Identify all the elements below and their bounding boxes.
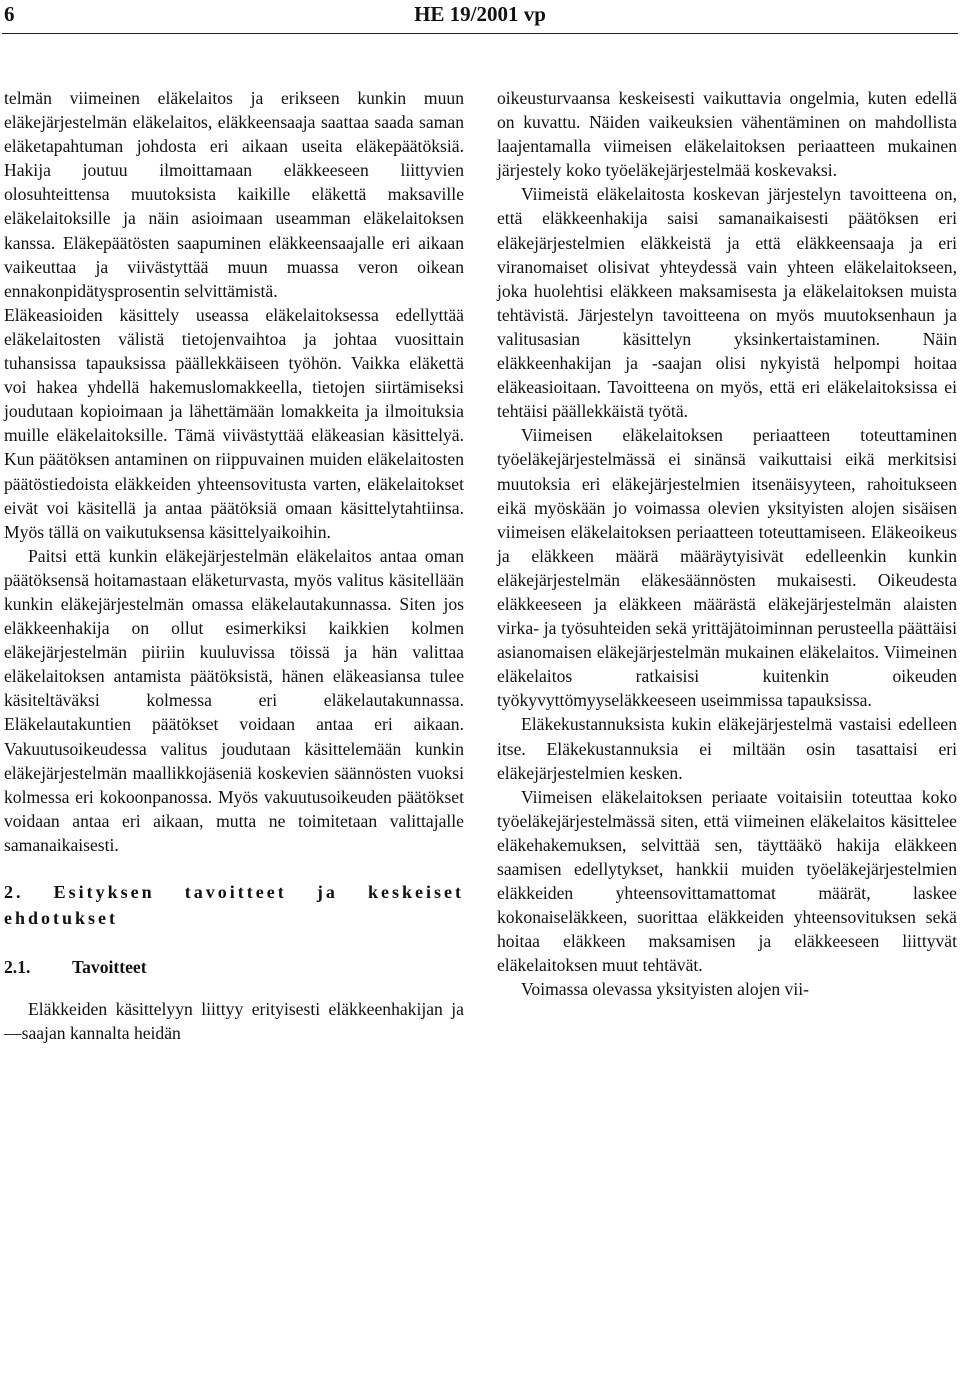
subsection-number: 2.1.	[4, 957, 31, 977]
paragraph: Eläkeasioiden käsittely useassa eläkelaitoksessa edellyttää eläkelaitosten välistä tietojenvaihtoa ja johtaa vuosittain tuhansissa tapauksissa päällekkäiseen työhön. Vaikka eläkettä voi hakea yhdellä hakemuslomakkeella, tietojen siirtämiseksi joudutaan kopioimaan ja lähettämään lomakkeita ja ilmoituksia muille eläkelaitoksille. Tämä viivästyttää eläkeasian käsittelyä. Kun päätöksen antaminen on riippuvainen muiden eläkelaitosten päätöstiedoista eläkkeiden yhteensovitusta varten, eläkelaitokset eivät voi käsitellä ja antaa päätöksiä omaan käsittelytahtiinsa. Myös tällä on vaikutuksensa käsittelyaikoihin.	[4, 304, 464, 542]
left-column	[4, 86, 464, 1045]
paragraph: oikeusturvaansa keskeisesti vaikuttavia ongelmia, kuten edellä on kuvattu. Näiden vaikeuksien vähentäminen on mahdollista laajentamalla viimeisen eläkelaitoksen periaatteen mukainen järjestely koko työeläkejärjestelmää koskevaksi.	[497, 88, 957, 181]
subsection-heading	[4, 955, 464, 979]
header-rule	[2, 33, 958, 34]
document-id: HE 19/2001 vp	[414, 2, 546, 26]
page-header	[0, 0, 960, 34]
paragraph: Paitsi että kunkin eläkejärjestelmän eläkelaitos antaa oman päätöksensä hoitamastaan eläketurvasta, myös valitus käsitellään kunkin eläkejärjestelmän omassa eläkelautakunnassa. Siten jos eläkkeenhakija on ollut esimerkiksi kaikkien kolmen eläkejärjestelmän piiriin kuuluvissa töissä ja hän valittaa eläkelaitoksen antamista päätöksistä, hänen eläkeasiansa tulee käsiteltäväksi kolmessa eri eläkelautakunnassa. Eläkelautakuntien päätökset voidaan antaa eri aikaan. Vakuutusoikeudessa valitus joudutaan käsittelemään kunkin eläkejärjestelmän maallikkojäseniä koskevien säännösten vuoksi kolmessa eri kokoonpanossa. Myös vakuutusoikeuden päätökset voidaan antaa eri aikaan, mutta ne toimitetaan valittajalle samanaikaisesti.	[4, 545, 464, 855]
page-number: 6	[4, 2, 15, 26]
paragraph: Viimeisen eläkelaitoksen periaate voitaisiin toteuttaa koko työeläkejärjestelmässä siten, että viimeinen eläkelaitos käsittelee eläkehakemuksen, selvittää sen, täyttääkö hakija eläkkeen saamisen edellytykset, hankkii muiden työeläkejärjestelmien eläkkeiden yhteensovittamattomat määrät, laskee kokonaiseläkkeen, suorittaa eläkkeiden yhteensovituksen sekä hoitaa eläkkeen maksamisen ja eläkkeeseen liittyvät eläkelaitoksen muut tehtävät.	[497, 786, 957, 976]
subsection-title: Tavoitteet	[72, 957, 147, 977]
section-heading: 2. Esityksen tavoitteet ja keskeiset ehdotukset	[4, 882, 464, 928]
paragraph: Viimeisen eläkelaitoksen periaatteen toteuttaminen työeläkejärjestelmässä ei sinänsä vaikuttaisi eikä merkitsisi muutoksia eri eläkejärjestelmien itsenäisyyteen, rahoitukseen eikä myöskään jo voimassa olevien yksityisten alojen sisäisen viimeisen eläkelaitoksen periaatteen toteuttamiseen. Eläkeoikeus ja eläkkeen määrä määräytyisivät edelleenkin kunkin eläkejärjestelmän eläkesäännösten mukaisesti. Oikeudesta eläkkeeseen ja eläkkeen määrästä eläkejärjestelmän alaisten virka- ja työsuhteiden sekä yrittäjätoiminnan perusteella päättäisi asianomaisen eläkejärjestelmän mukainen eläkelaitos. Viimeinen eläkelaitos ratkaisisi kuitenkin oikeuden työkyvyttömyyseläkkeeseen useimmissa tapauksissa.	[497, 425, 957, 711]
paragraph: Voimassa olevassa yksityisten alojen vii-	[521, 979, 809, 1000]
paragraph: Eläkkeiden käsittelyyn liittyy erityisesti eläkkeenhakijan ja —saajan kannalta heidän	[4, 999, 464, 1044]
right-column	[497, 86, 957, 1002]
paragraph: telmän viimeinen eläkelaitos ja erikseen kunkin muun eläkejärjestelmän eläkelaitos, eläkkeensaaja saattaa saada saman eläketapahtuman johdosta eri aikaan useita eläkepäätöksiä. Hakija joutuu ilmoittamaan eläkkeeseen liittyvien olosuhteittensa muutoksista kaikille eläkettä maksaville eläkelaitoksille ja näin asioimaan useamman eläkelaitoksen kanssa. Eläkepäätösten saapuminen eläkkeensaajalle eri aikaan vaikeuttaa ja viivästyttää muun muassa veron oikean ennakonpidätysprosentin selvittämistä.	[4, 88, 464, 301]
paragraph: Eläkekustannuksista kukin eläkejärjestelmä vastaisi edelleen itse. Eläkekustannuksia ei miltään osin tasattaisi eri eläkejärjestelmien kesken.	[497, 714, 957, 783]
paragraph: Viimeistä eläkelaitosta koskevan järjestelyn tavoitteena on, että eläkkeenhakija saisi samanaikaisesti päätöksen eri eläkejärjestelmien eläkkeistä ja että eläkkeensaaja ja eri viranomaiset olisivat yhteydessä vain yhteen eläkelaitokseen, joka huolehtisi eläkkeen maksamisesta ja eläkelaitoksen muista tehtävistä. Järjestelyn tavoitteena on myös muutoksenhaun ja valitusasian käsittelyn yksinkertaistaminen. Näin eläkkeenhakijan ja -saajan olisi nykyistä helpompi hoitaa eläkeasioitaan. Tavoitteena on myös, että eri eläkelaitoksissa ei tehtäisi päällekkäistä työtä.	[497, 184, 957, 422]
